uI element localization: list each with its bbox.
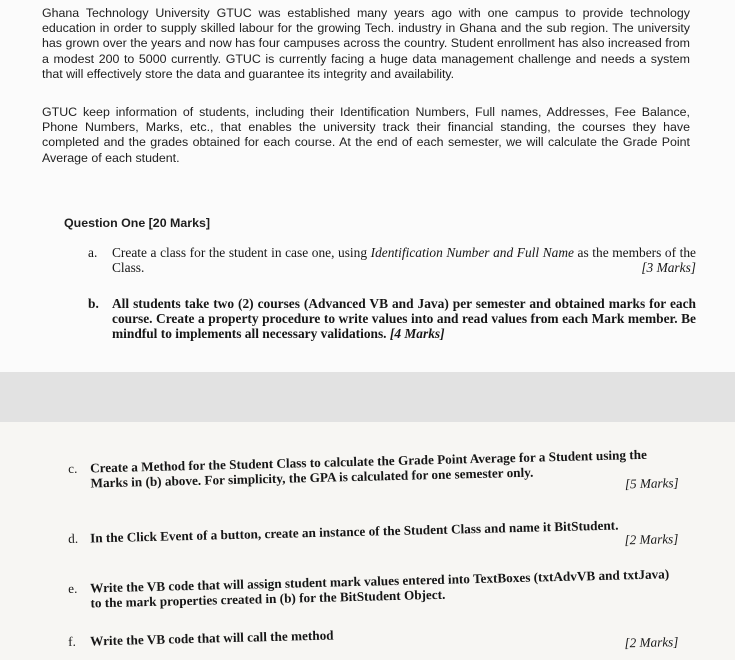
- item-marks: [2 Marks]: [624, 633, 679, 650]
- question-item-a: [88, 245, 696, 275]
- section-divider: [0, 372, 735, 422]
- item-text: [90, 517, 679, 561]
- item-text: [112, 296, 696, 341]
- item-letter: c.: [67, 460, 78, 476]
- item-marks: [2 Marks]: [624, 530, 679, 547]
- question-heading: Question One [20 Marks]: [64, 216, 210, 230]
- item-text-part: as the members of the Class.: [112, 245, 696, 275]
- item-letter: b.: [88, 296, 99, 311]
- info-paragraph: GTUC keep information of students, including their Identification Numbers, Full names, Addresses, Fee Balance, Phone Numbers, Marks, etc., that enables the university track their financial standing, the courses they have completed and the grades obtained for each course. At the end of each semester, we will calculate the Grade Point Average of each student.: [42, 105, 690, 165]
- question-item-f: [68, 620, 679, 660]
- item-text-part: Create a Method for the Student Class to calculate the Grade Point Average for a Student using the Marks in (b) above. For simplicity, the GPA is calculated for one semester only.: [89, 446, 648, 491]
- item-text-emphasis: Identification Number and Full Name: [370, 245, 574, 260]
- item-text: [90, 447, 679, 505]
- question-item-d: [68, 517, 679, 561]
- item-letter: d.: [67, 530, 79, 546]
- item-letter: f.: [67, 633, 77, 649]
- item-marks: [3 Marks]: [641, 260, 696, 275]
- item-text: [90, 620, 679, 660]
- bottom-photo-panel: [0, 422, 735, 660]
- item-text: [90, 567, 679, 611]
- item-text-part: Create a class for the student in case one, using: [112, 245, 371, 260]
- item-text: [112, 245, 696, 275]
- item-marks: [4 Marks]: [389, 326, 445, 341]
- item-letter: e.: [67, 580, 78, 596]
- item-letter: a.: [88, 245, 98, 260]
- question-item-b: [88, 296, 696, 341]
- item-text-part: In the Click Event of a button, create an instance of the Student Class and name it BitStudent.: [89, 517, 619, 546]
- intro-paragraph: Ghana Technology University GTUC was established many years ago with one campus to provide technology education in order to supply skilled labour for the growing Tech. industry in Ghana and the sub region. The university has grown over the years and now has four campuses across the country. Student enrollment has also increased from a modest 200 to 5000 currently. GTUC is currently facing a huge data management challenge and needs a system that will effectively store the data and guarantee its integrity and availability.: [42, 6, 690, 81]
- item-text-part: Write the VB code that will call the method: [89, 627, 334, 649]
- item-text-part: Write the VB code that will assign student mark values entered into TextBoxes (txtAdvVB and txtJava) to the mark properties created in (b) for the BitStudent Object.: [89, 566, 670, 611]
- item-marks: [5 Marks]: [624, 475, 679, 492]
- item-text-part: All students take two (2) courses (Advanced VB and Java) per semester and obtained marks for each course. Create a property procedure to write values into and read values from each Mark member. Be mindful to implements all necessary validations.: [112, 296, 696, 341]
- question-item-e: [68, 567, 679, 611]
- question-item-c: [68, 447, 679, 506]
